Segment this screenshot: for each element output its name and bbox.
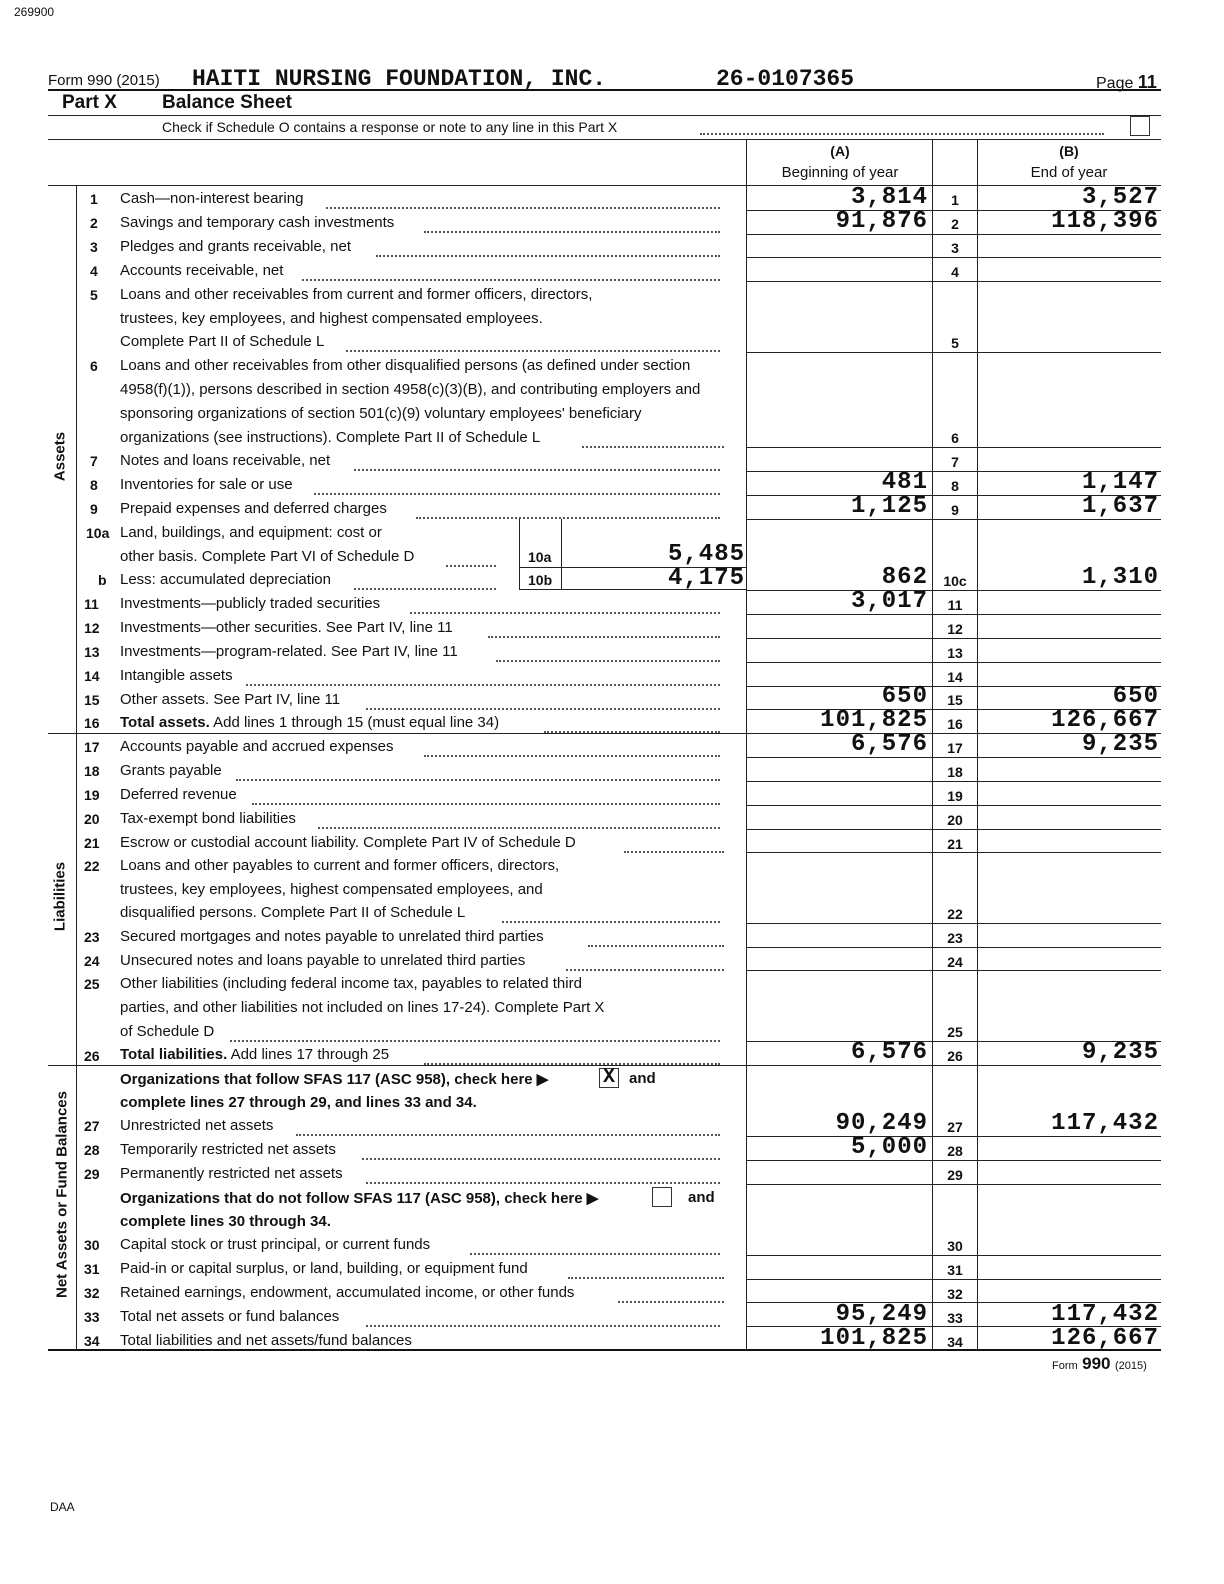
line-10b-number: b — [98, 572, 107, 588]
line-30-number: 30 — [84, 1237, 100, 1253]
line-17-ref: 17 — [947, 740, 963, 756]
line-26-number: 26 — [84, 1048, 100, 1064]
line-34-value-a: 101,825 — [820, 1325, 928, 1352]
line-15-number: 15 — [84, 692, 100, 708]
sfas-follow-label: Organizations that follow SFAS 117 (ASC 958), check here ▶ — [120, 1071, 549, 1088]
line-28-number: 28 — [84, 1142, 100, 1158]
line-4-number: 4 — [90, 263, 98, 279]
line-9-label: Prepaid expenses and deferred charges — [120, 500, 387, 517]
form-footer: Form 990 (2015) — [1052, 1354, 1147, 1373]
line-22-label-1: Loans and other payables to current and former officers, directors, — [120, 857, 560, 874]
line-14-ref: 14 — [947, 669, 963, 685]
line-25-label-1: Other liabilities (including federal income tax, payables to related third — [120, 975, 582, 992]
page-id: 269900 — [14, 5, 55, 19]
line-10c-value-a: 862 — [881, 564, 928, 591]
line-8-value-b: 1,147 — [1081, 469, 1159, 496]
line-6-label-3: sponsoring organizations of section 501(c)(9) voluntary employees' beneficiary — [120, 405, 642, 422]
line-32-number: 32 — [84, 1285, 100, 1301]
sfas-follow-instructions: complete lines 27 through 29, and lines 33 and 34. — [120, 1094, 477, 1111]
line-28-value-a: 5,000 — [850, 1134, 928, 1161]
line-25-number: 25 — [84, 976, 100, 992]
line-17-value-a: 6,576 — [850, 731, 928, 758]
line-22-number: 22 — [84, 858, 100, 874]
line-11-value-a: 3,017 — [850, 588, 928, 615]
line-2-number: 2 — [90, 215, 98, 231]
line-33-value-b: 117,432 — [1051, 1301, 1159, 1328]
line-12-label: Investments—other securities. See Part IV, line 11 — [120, 619, 453, 636]
line-13-number: 13 — [84, 644, 100, 660]
line-31-number: 31 — [84, 1261, 100, 1277]
line-27-number: 27 — [84, 1118, 100, 1134]
line-27-ref: 27 — [947, 1119, 963, 1135]
footer-code: DAA — [50, 1500, 75, 1514]
line-18-number: 18 — [84, 763, 100, 779]
line-21-ref: 21 — [947, 836, 963, 852]
line-28-ref: 28 — [947, 1143, 963, 1159]
schedule-o-text: Check if Schedule O contains a response or note to any line in this Part X — [162, 119, 618, 135]
sfas-not-follow-label: Organizations that do not follow SFAS 117 (ASC 958), check here ▶ — [120, 1190, 599, 1207]
line-25-ref: 25 — [947, 1024, 963, 1040]
line-6-number: 6 — [90, 358, 98, 374]
line-16-label: Total assets. Add lines 1 through 15 (must equal line 34) — [120, 714, 500, 731]
line-8-label: Inventories for sale or use — [120, 476, 293, 493]
line-32-label: Retained earnings, endowment, accumulated income, or other funds — [120, 1284, 575, 1301]
line-20-number: 20 — [84, 811, 100, 827]
line-5-ref: 5 — [951, 335, 959, 351]
line-29-ref: 29 — [947, 1167, 963, 1183]
line-20-ref: 20 — [947, 812, 963, 828]
ein: 26-0107365 — [716, 66, 855, 92]
line-21-number: 21 — [84, 835, 100, 851]
line-27-value-b: 117,432 — [1051, 1110, 1159, 1137]
line-23-ref: 23 — [947, 930, 963, 946]
line-3-ref: 3 — [951, 240, 959, 256]
schedule-o-checkbox[interactable] — [1130, 116, 1150, 136]
line-15-ref: 15 — [947, 692, 963, 708]
line-10a-ref: 10a — [528, 549, 552, 565]
line-25-label-3: of Schedule D — [120, 1023, 215, 1040]
line-8-number: 8 — [90, 477, 98, 493]
line-10c-ref: 10c — [943, 573, 967, 589]
line-34-value-b: 126,667 — [1051, 1325, 1159, 1352]
line-11-label: Investments—publicly traded securities — [120, 595, 381, 612]
line-24-ref: 24 — [947, 954, 963, 970]
line-12-ref: 12 — [947, 621, 963, 637]
line-15-label: Other assets. See Part IV, line 11 — [120, 691, 341, 708]
line-26-value-b: 9,235 — [1081, 1039, 1159, 1066]
line-12-number: 12 — [84, 620, 100, 636]
line-26-label: Total liabilities. Add lines 17 through 25 — [120, 1046, 390, 1063]
line-5-number: 5 — [90, 287, 98, 303]
side-label-net-assets: Net Assets or Fund Balances — [53, 1091, 71, 1299]
line-19-label: Deferred revenue — [120, 786, 237, 803]
line-1-number: 1 — [90, 191, 98, 207]
line-26-ref: 26 — [947, 1048, 963, 1064]
line-14-label: Intangible assets — [120, 667, 233, 684]
side-label-assets: Assets — [51, 431, 69, 482]
org-name: HAITI NURSING FOUNDATION, INC. — [192, 66, 607, 92]
line-17-number: 17 — [84, 739, 100, 755]
page-indicator: Page 11 — [1096, 72, 1157, 92]
line-3-label: Pledges and grants receivable, net — [120, 238, 351, 255]
sfas-not-follow-and: and — [688, 1189, 715, 1206]
line-9-number: 9 — [90, 501, 98, 517]
line-14-number: 14 — [84, 668, 100, 684]
line-2-value-a: 91,876 — [835, 208, 928, 235]
line-17-label: Accounts payable and accrued expenses — [120, 738, 394, 755]
line-16-value-b: 126,667 — [1051, 707, 1159, 734]
line-34-number: 34 — [84, 1333, 100, 1349]
line-20-label: Tax-exempt bond liabilities — [120, 810, 296, 827]
line-6-label-1: Loans and other receivables from other disqualified persons (as defined under section — [120, 357, 691, 374]
line-5-label-3: Complete Part II of Schedule L — [120, 333, 325, 350]
line-1-label: Cash—non-interest bearing — [120, 190, 304, 207]
line-7-number: 7 — [90, 453, 98, 469]
line-25-label-2: parties, and other liabilities not included on lines 17-24). Complete Part X — [120, 999, 605, 1016]
line-24-number: 24 — [84, 953, 100, 969]
part-number: Part X — [62, 92, 117, 113]
line-16-number: 16 — [84, 715, 100, 731]
line-1-value-b: 3,527 — [1081, 184, 1159, 211]
line-11-ref: 11 — [947, 597, 963, 613]
line-8-value-a: 481 — [881, 469, 928, 496]
line-2-value-b: 118,396 — [1051, 208, 1159, 235]
col-b-label: (B) — [1059, 143, 1079, 159]
line-10a-label-2: other basis. Complete Part VI of Schedule D — [120, 548, 415, 565]
line-16-ref: 16 — [947, 716, 963, 732]
line-19-number: 19 — [84, 787, 100, 803]
line-6-label-4: organizations (see instructions). Complete Part II of Schedule L — [120, 429, 541, 446]
sfas-follow-and: and — [629, 1070, 656, 1087]
line-2-label: Savings and temporary cash investments — [120, 214, 395, 231]
line-9-value-b: 1,637 — [1081, 493, 1159, 520]
line-21-label: Escrow or custodial account liability. Complete Part IV of Schedule D — [120, 834, 576, 851]
line-2-ref: 2 — [951, 216, 959, 232]
line-1-ref: 1 — [951, 192, 959, 208]
line-10c-value-b: 1,310 — [1081, 564, 1159, 591]
line-10b-amount: 4,175 — [667, 565, 745, 592]
side-label-liabilities: Liabilities — [51, 861, 69, 932]
line-16-value-a: 101,825 — [820, 707, 928, 734]
line-9-value-a: 1,125 — [850, 493, 928, 520]
line-4-label: Accounts receivable, net — [120, 262, 284, 279]
line-23-label: Secured mortgages and notes payable to unrelated third parties — [120, 928, 544, 945]
part-title: Balance Sheet — [162, 92, 292, 113]
line-11-number: 11 — [84, 596, 99, 612]
line-3-number: 3 — [90, 239, 98, 255]
line-33-label: Total net assets or fund balances — [120, 1308, 340, 1325]
line-29-number: 29 — [84, 1166, 100, 1182]
line-32-ref: 32 — [947, 1286, 963, 1302]
line-17-value-b: 9,235 — [1081, 731, 1159, 758]
line-22-ref: 22 — [947, 906, 963, 922]
line-27-value-a: 90,249 — [835, 1110, 928, 1137]
line-7-label: Notes and loans receivable, net — [120, 452, 331, 469]
line-13-label: Investments—program-related. See Part IV, line 11 — [120, 643, 458, 660]
line-34-ref: 34 — [947, 1334, 963, 1350]
line-19-ref: 19 — [947, 788, 963, 804]
line-10a-label-1: Land, buildings, and equipment: cost or — [120, 524, 382, 541]
sfas-not-follow-checkbox[interactable] — [652, 1187, 672, 1207]
line-34-label: Total liabilities and net assets/fund balances — [120, 1332, 412, 1349]
col-a-label: (A) — [830, 143, 850, 159]
line-33-value-a: 95,249 — [835, 1301, 928, 1328]
line-13-ref: 13 — [947, 645, 963, 661]
line-4-ref: 4 — [951, 264, 959, 280]
col-a-sub: Beginning of year — [781, 164, 899, 181]
line-31-label: Paid-in or capital surplus, or land, building, or equipment fund — [120, 1260, 528, 1277]
line-1-value-a: 3,814 — [850, 184, 928, 211]
line-7-ref: 7 — [951, 454, 959, 470]
line-30-label: Capital stock or trust principal, or current funds — [120, 1236, 431, 1253]
line-33-ref: 33 — [947, 1310, 963, 1326]
line-6-ref: 6 — [951, 430, 959, 446]
line-15-value-b: 650 — [1112, 683, 1159, 710]
line-6-label-2: 4958(f)(1)), persons described in section 4958(c)(3)(B), and contributing employers and — [120, 381, 701, 398]
line-30-ref: 30 — [947, 1238, 963, 1254]
line-24-label: Unsecured notes and loans payable to unrelated third parties — [120, 952, 526, 969]
line-9-ref: 9 — [951, 502, 959, 518]
line-5-label-2: trustees, key employees, and highest compensated employees. — [120, 310, 543, 327]
line-10a-amount: 5,485 — [667, 541, 745, 568]
line-10a-number: 10a — [86, 525, 110, 541]
form-label: Form 990 (2015) — [48, 72, 160, 89]
col-b-sub: End of year — [1030, 164, 1108, 181]
line-8-ref: 8 — [951, 478, 959, 494]
line-5-label-1: Loans and other receivables from current and former officers, directors, — [120, 286, 593, 303]
sfas-not-follow-instructions: complete lines 30 through 34. — [120, 1213, 331, 1230]
line-26-value-a: 6,576 — [850, 1039, 928, 1066]
sfas-follow-checkbox[interactable]: X — [599, 1068, 619, 1088]
line-31-ref: 31 — [947, 1262, 963, 1278]
line-22-label-3: disqualified persons. Complete Part II of Schedule L — [120, 904, 466, 921]
line-23-number: 23 — [84, 929, 100, 945]
line-29-label: Permanently restricted net assets — [120, 1165, 343, 1182]
line-22-label-2: trustees, key employees, highest compensated employees, and — [120, 881, 543, 898]
line-28-label: Temporarily restricted net assets — [120, 1141, 336, 1158]
line-33-number: 33 — [84, 1309, 100, 1325]
line-10b-ref: 10b — [528, 572, 553, 588]
line-15-value-a: 650 — [881, 683, 928, 710]
line-18-label: Grants payable — [120, 762, 222, 779]
line-18-ref: 18 — [947, 764, 963, 780]
line-10b-label: Less: accumulated depreciation — [120, 571, 331, 588]
line-27-label: Unrestricted net assets — [120, 1117, 274, 1134]
